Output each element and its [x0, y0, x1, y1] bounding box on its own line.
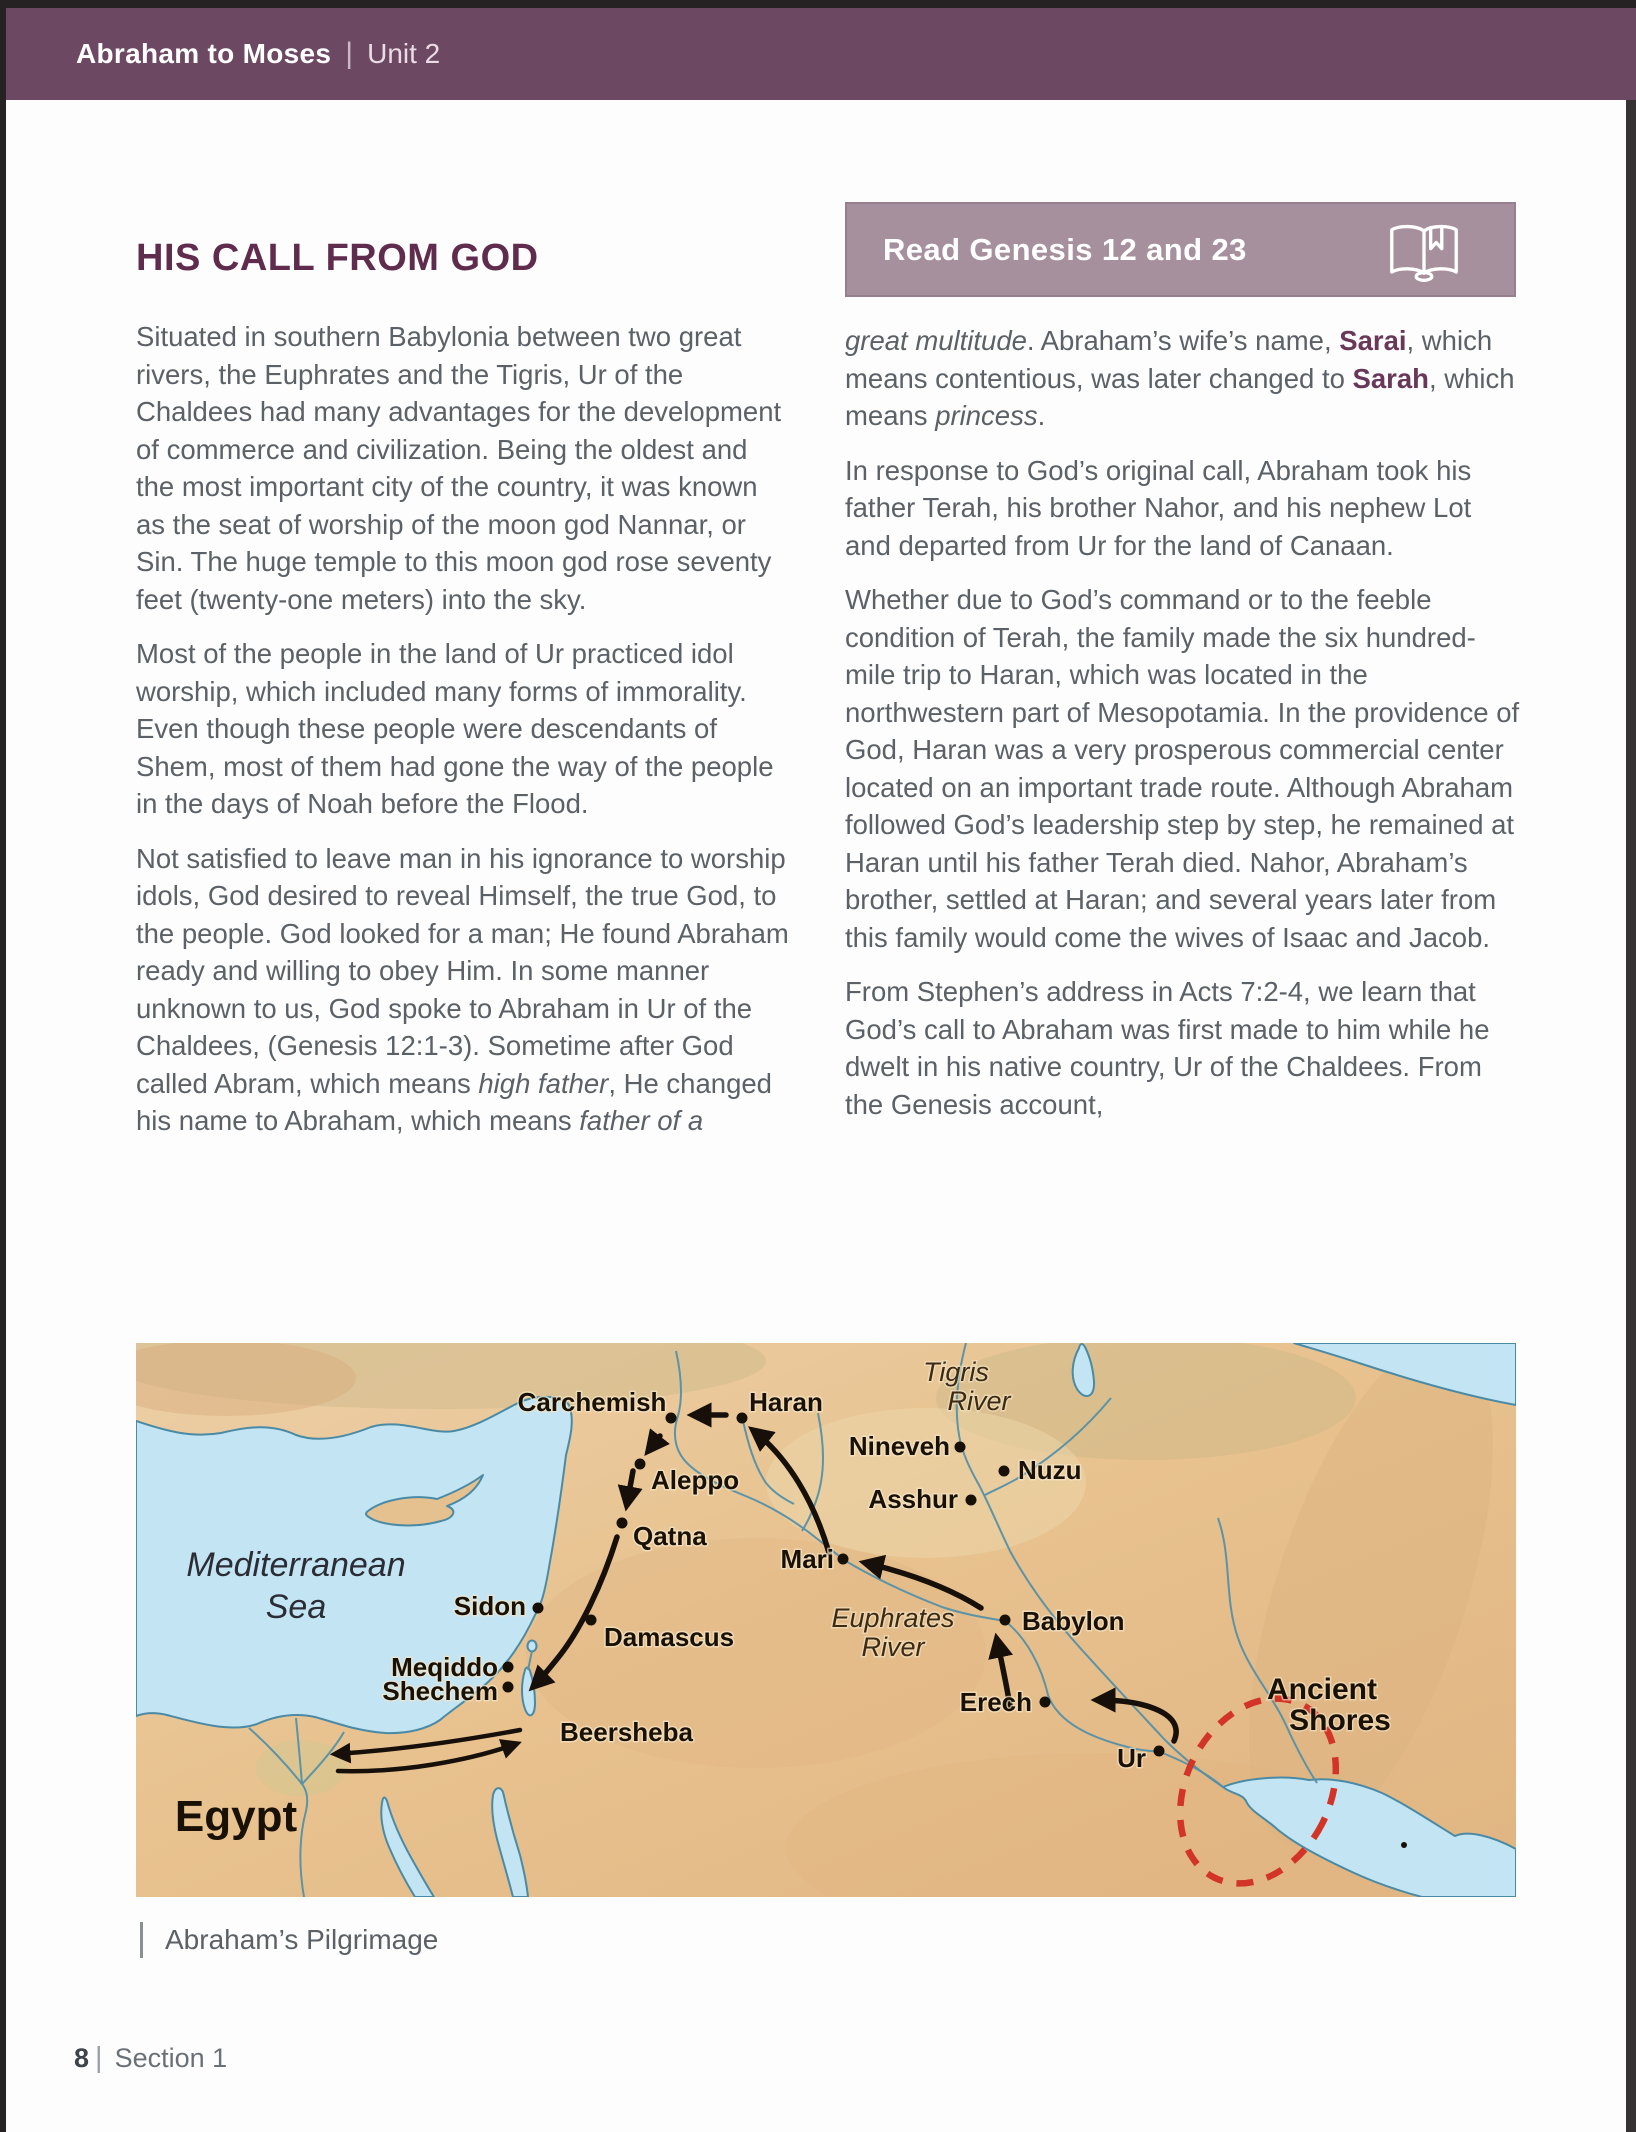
label-shores: Shores — [1289, 1704, 1391, 1737]
page-number: 8 — [74, 2043, 90, 2073]
italic-term: princess — [935, 400, 1038, 431]
paragraph-text: Whether due to God’s command or to the feeble condition of Terah, the family made the six hundred-mile trip to Haran, which was located in the northwestern part of Mesopotamia. In the providence of God, Haran was a very prosperous commercial center located on an important trade route. Although Abraham followed God’s leadership step by step, he remained at Haran until his father Terah died. Nahor, Abraham’s brother, settled at Haran; and several years later from this family would come the wives of Isaac and Jacob. — [845, 584, 1520, 953]
label-nineveh: Nineveh — [848, 1431, 950, 1461]
label-mari: Mari — [780, 1544, 834, 1574]
label-ancient: Ancient — [1266, 1673, 1378, 1706]
label-euphrates-river: River — [861, 1632, 925, 1662]
label-meqiddo: Meqiddo — [391, 1652, 498, 1682]
header-bar — [6, 8, 1636, 100]
label-egypt: Egypt — [174, 1792, 298, 1841]
paragraph-text: . Abraham’s wife’s name, — [1026, 325, 1340, 356]
city-dot-damascus — [586, 1615, 597, 1626]
name-sarah: Sarah — [1352, 362, 1429, 394]
paragraph — [136, 840, 791, 1140]
city-dot-shechem — [503, 1682, 514, 1693]
label-mediterranean: Mediterranean — [186, 1546, 406, 1584]
name-sarai: Sarai — [1339, 325, 1407, 356]
caption-text: Abraham’s Pilgrimage — [165, 1924, 439, 1955]
label-damascus: Damascus — [604, 1622, 735, 1652]
open-book-icon — [1386, 222, 1462, 287]
paragraph-text: Not satisfied to leave man in his ignorance to worship idols, God desired to reveal Himself, the true God, to the people. God looked for a man; He found Abraham ready and willing to obey Him. In some manner unknown to us, God spoke to Abraham in Ur of the Chaldees, (Genesis 12:1-3). Sometime after God called Abram, which means — [136, 842, 789, 1099]
city-dot-mari — [838, 1554, 849, 1565]
paragraph — [136, 635, 791, 823]
label-nuzu: Nuzu — [1018, 1455, 1082, 1485]
paragraph-text: . — [1037, 400, 1046, 431]
unit-label: Unit 2 — [367, 38, 441, 69]
paragraph — [845, 973, 1522, 1123]
book-title: Abraham to Moses — [76, 38, 332, 69]
island-dot — [1401, 1842, 1407, 1848]
city-dot-qatna — [617, 1518, 628, 1529]
left-text-column — [136, 318, 791, 1157]
paragraph-text: , He changed his name to Abraham, which means — [136, 1067, 772, 1136]
city-dot-sidon — [533, 1603, 544, 1614]
label-tigris-river: River — [947, 1386, 1011, 1416]
city-dot-carchemish — [666, 1413, 677, 1424]
city-dot-ur — [1154, 1746, 1165, 1757]
label-shechem: Shechem — [382, 1676, 498, 1706]
page-edge-left — [0, 0, 6, 2132]
pilgrimage-map — [136, 1343, 1516, 1897]
paragraph-text: Most of the people in the land of Ur practiced idol worship, which included many forms of immorality. Even though these people were descendants of Shem, most of them had gone the way of the people in the days of Noah before the Flood. — [136, 638, 774, 819]
footer-separator: | — [95, 2042, 103, 2074]
city-dot-babylon — [1000, 1615, 1011, 1626]
paragraph-text: From Stephen’s address in Acts 7:2-4, we learn that God’s call to Abraham was first made to him while he dwelt in his native country, Ur of the Chaldees. From the Genesis account, — [845, 976, 1490, 1120]
page-title: HIS CALL FROM GOD — [136, 237, 539, 279]
map-caption — [140, 1922, 438, 1958]
city-dot-meqiddo — [503, 1662, 514, 1673]
paragraph-text: , which means — [845, 362, 1515, 431]
city-dot-asshur — [966, 1495, 977, 1506]
label-beersheba: Beersheba — [560, 1717, 693, 1747]
label-babylon: Babylon — [1022, 1606, 1125, 1636]
reading-assignment-banner — [845, 202, 1516, 297]
label-carchemish: Carchemish — [517, 1387, 667, 1417]
caption-bar — [140, 1922, 143, 1958]
label-sidon: Sidon — [453, 1591, 526, 1621]
city-dot-haran — [737, 1413, 748, 1424]
paragraph — [845, 322, 1522, 435]
page-edge-top — [0, 0, 1636, 8]
label-qatna: Qatna — [633, 1521, 707, 1551]
label-tigris: Tigris — [923, 1357, 989, 1387]
paragraph — [845, 581, 1522, 956]
italic-term: father of a — [579, 1105, 704, 1136]
label-ur: Ur — [1117, 1743, 1146, 1773]
city-dot-erech — [1040, 1697, 1051, 1708]
label-haran: Haran — [749, 1387, 823, 1417]
label-aleppo: Aleppo — [651, 1465, 740, 1495]
paragraph-text: , which means contentious, was later changed to — [845, 325, 1493, 394]
label-sea: Sea — [265, 1588, 327, 1626]
section-label: Section 1 — [114, 2043, 228, 2073]
paragraph — [845, 452, 1522, 565]
city-dot-nineveh — [955, 1442, 966, 1453]
label-asshur: Asshur — [868, 1484, 958, 1514]
right-text-column — [845, 322, 1522, 1140]
reading-assignment-text: Read Genesis 12 and 23 — [883, 231, 1247, 267]
city-dot-nuzu — [999, 1466, 1010, 1477]
map-canvas — [136, 1343, 1516, 1897]
label-erech: Erech — [959, 1687, 1032, 1717]
italic-term: high father — [478, 1067, 609, 1099]
paragraph-text: In response to God’s original call, Abraham took his father Terah, his brother Nahor, and his nephew Lot and departed from Ur for the land of Canaan. — [845, 454, 1472, 561]
paragraph-text: Situated in southern Babylonia between two great rivers, the Euphrates and the Tigris, Ur of the Chaldees had many advantages for the development of commerce and civilization. Being the oldest and the most important city of the country, it was known as the seat of worship of the moon god Nannar, or Sin. The huge temple to this moon god rose seventy feet (twenty-one meters) into the sky. — [136, 321, 782, 615]
page-edge-right — [1626, 100, 1636, 2132]
sea-of-galilee — [528, 1641, 537, 1652]
header-separator: | — [345, 37, 354, 70]
page-footer — [74, 2042, 227, 2075]
italic-term: great multitude — [845, 325, 1027, 356]
paragraph — [136, 318, 791, 618]
city-dot-aleppo — [635, 1459, 646, 1470]
label-euphrates: Euphrates — [831, 1603, 955, 1633]
